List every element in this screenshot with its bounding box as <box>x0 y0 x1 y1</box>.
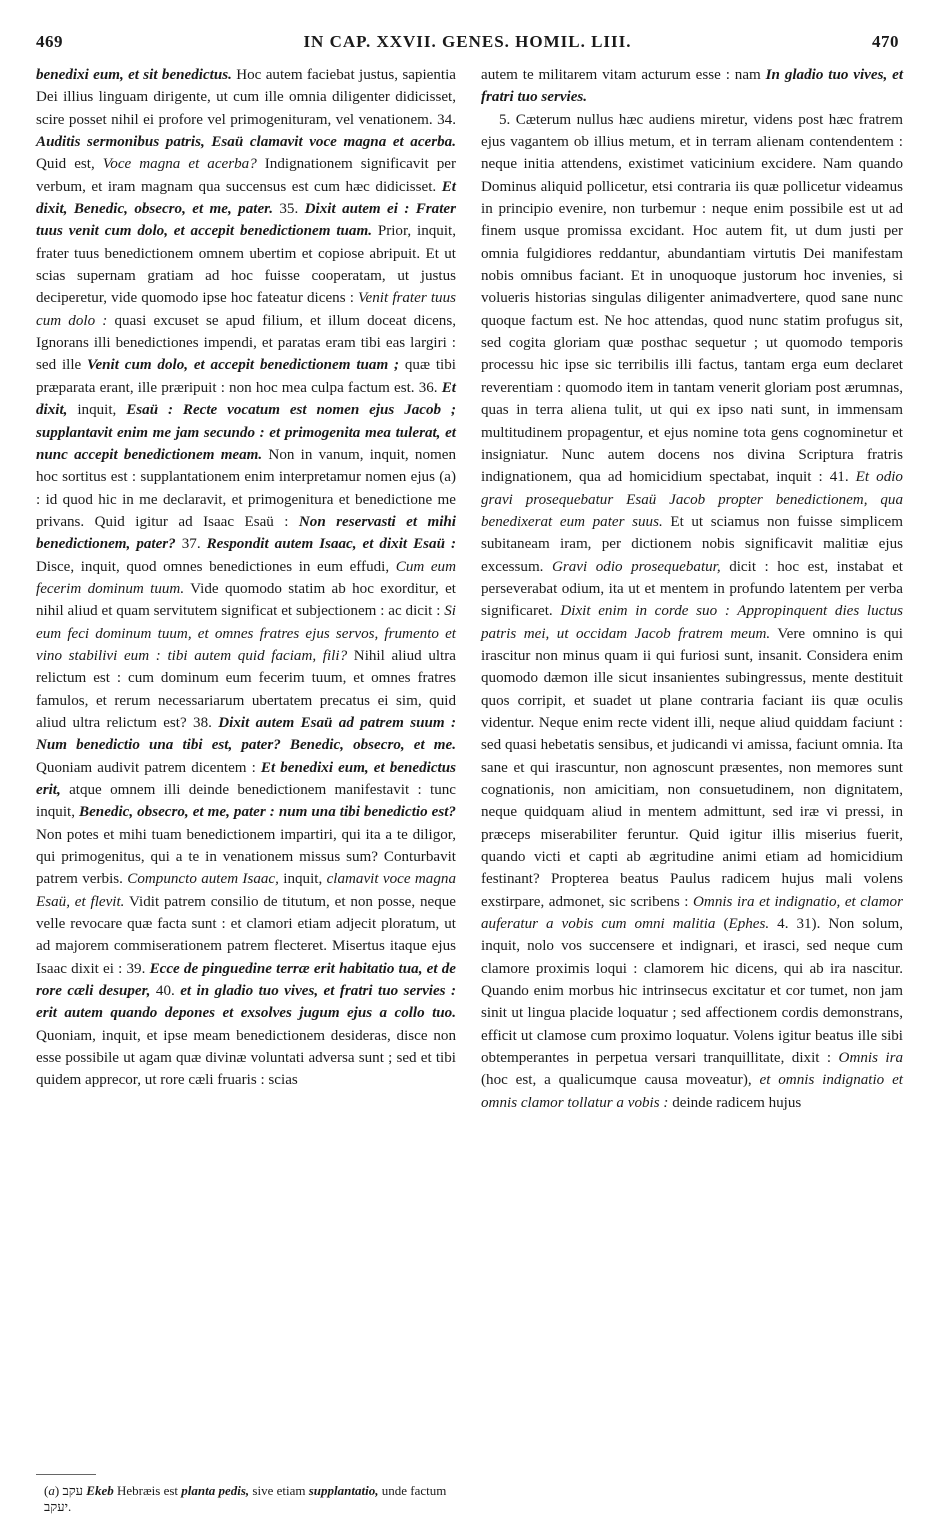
text-run: ( <box>44 1483 49 1498</box>
text-run: Venit cum dolo, et accepit benedictionem tuam ; <box>87 357 400 374</box>
text-run: Ecce de pinguedine terræ erit habitatio tua, et de rore cæli desuper, <box>36 960 456 1000</box>
text-run: Et benedixi eum, et benedictus erit, <box>36 759 456 798</box>
text-run: 35. <box>272 201 305 218</box>
paragraph <box>36 64 456 1092</box>
text-run: Non in vanum, inquit, nomen hoc sortitus est : supplantationem enim interpretamur nomen ejus (a) : id quod hic in me declaravit, et primogenitura et benedictione me privans. Quid igitur ad Isaac Esaü : <box>36 446 456 530</box>
text-run: Quoniam, inquit, et ipse meam benedictionem desideras, disce non esse possibile ut agam quæ divinæ voluntati adversa sunt ; sed et tibi quidem apprecor, ut rore cæli fruaris : scias <box>36 1027 456 1089</box>
text-run: 4. 31). Non solum, inquit, nolo vos succensere et indignari, et irasci, sed neque cum clamore proximis loqui : clamorem hic dicens, qui ab ira nascitur. Quando enim morbus hic intrinsecus excitatur et cor tumet, non jam sinit ut lingua placide loquatur ; sed affectionem cordis demonstrans, efficit ut clamose cum proximo loquatur. Volens igitur beatus ille sibi obtemperantes in perpetua versari tranquillitate, dixit : <box>481 916 903 1067</box>
text-run: Quoniam audivit patrem dicentem : <box>36 759 261 776</box>
left-page-number: 469 <box>36 32 63 51</box>
text-run: clamavit voce magna Esaü, et flevit. <box>36 871 456 910</box>
text-run: (hoc est, a qualicumque causa moveatur), <box>481 1072 760 1089</box>
text-run: Voce magna et acerba? <box>102 156 257 173</box>
text-run: et in gladio tuo vives, et fratri tuo servies : erit autem quando depones et exsolves jugum ejus a collo tuo. <box>36 983 457 1022</box>
text-run: Disce, inquit, quod omnes benedictiones in eum effudi, <box>36 558 396 575</box>
text-run: Nihil aliud ultra relictum est : cum dominum eum fecerim tuum, et omnes fratres famulos, et rerum necessariarum ubertatem precatus ei sim, quid aliud ultra relictum est? 38. <box>36 647 456 731</box>
text-run: Quid est, <box>36 156 103 173</box>
left-text-column <box>36 64 456 1092</box>
text-run: Ephes. <box>728 916 770 933</box>
text-run: Venit frater tuus cum dolo : <box>36 290 456 329</box>
text-run: autem te militarem vitam acturum esse : nam <box>481 67 766 83</box>
text-run: quæ tibi præparata erant, ille præripuit : non hoc mea culpa factum est. 36. <box>36 357 456 396</box>
paragraph <box>481 64 903 109</box>
text-run: Non reservasti et mihi benedictionem, pater? <box>36 513 456 553</box>
text-run: Vere omnino is qui irascitur non minus quam ii qui furiosi sunt, insanit. Considera enim quomodo dæmon ille sicut insanientes subingressus, mente destituit quos corripit, et suadet ut plane contraria faciant iis quæ oculis videntur. Neque enim recte vident illi, neque aliud quiddam faciunt : sed quasi hebetatis sensibus, et judicandi vi amissa, faciunt omnia. Ita sane et qui irascuntur, non agnoscunt præsentes, non memores sunt cognationis, non amicitiam, non consuetudinem, non dignitatem, neque quidquam aliud in mentem admittunt, sed iræ vi pressi, in præceps miserabiliter feruntur. Quid igitur illis miserius fuerit, quando victi et capti ab ægritudine animi etiam ad homicidium festinant? Propterea beatus Paulus radicem hujus mali volens exstirpare, admonet, sic scribens : <box>481 625 903 910</box>
text-run: Compuncto autem Isaac, <box>127 871 279 888</box>
text-run: 40. <box>150 983 181 1000</box>
text-run: In gladio tuo vives, et fratri tuo servies. <box>481 67 904 106</box>
text-run: inquit, <box>278 871 327 888</box>
right-text-column <box>481 64 903 1114</box>
text-run: dicit : hoc est, instabat et perseverabat odium, ita ut et mentem in profundo latentem per verba significaret. <box>481 558 903 620</box>
running-title: IN CAP. XXVII. GENES. HOMIL. LIII. <box>303 32 632 51</box>
text-run: Hebræis est <box>113 1483 182 1498</box>
text-run: Respondit autem Isaac, et dixit Esaü : <box>206 536 456 553</box>
text-run: Benedic, obsecro, et me, pater : num una tibi benedictio est? <box>79 804 456 821</box>
text-run: Et dixit, Benedic, obsecro, et me, pater. <box>36 178 456 218</box>
footnote-rule <box>36 1474 96 1475</box>
text-run: et omnis indignatio et omnis clamor tollatur a vobis : <box>481 1072 903 1111</box>
text-run: Dixit autem ei : Frater tuus venit cum dolo, et accepit benedictionem tuam. <box>36 201 456 240</box>
text-run: 5. Cæterum nullus hæc audiens miretur, videns post hæc fratrem ejus vagantem ob illius metum, et in terram alienam contendentem : neque initia attendens, existimet vaticinium excidere. Nam quando Dominus aliquid pollicetur, etsi contraria iis quæ pollicetur videamus in principio evenire, non turbemur : neque enim possibile est ut ad finem usque promissa excidant. Hoc autem fit, ut dum justi per omnia fulgidiores reddantur, abundantiam virtutis Dei manifestam nobis omnibus faciant. Et in unoquoque justorum hoc invenies, si volueris historias singulas diligenter animadvertere, quod sane nunc quoque factum est. Ne hoc attendas, quod nunc statim profugus sit, sed cogita gloriam quæ posthac sequetur ; ut quomodo temporis processu hic ipse sic terribilis illi factus, tantam erga eum declaret reverentiam : quomodo item in tantam venerit gloriam post ærumnas, quas in terra aliena tulit, ut qui ex ipso nati sunt, in immensam multitudinem propagentur, et ejus nomine tota gens cognominetur et insigniatur. Nunc autem docens nos divina Scriptura fratris indignationem, qua ad homicidium spectabat, inquit : 41. <box>481 111 903 486</box>
text-run: Dixit enim in corde suo : Appropinquent dies luctus patris mei, ut occidam Jacob fratrem meum. <box>481 603 903 642</box>
text-run: Et odio gravi prosequebatur Esaü Jacob propter benedictionem, qua benedixerat eum pater suus. <box>481 469 903 530</box>
text-run: Vidit patrem consilio de titutum, et non posse, neque velle revocare quæ facta sunt : et clamori etiam adjecit ploratum, ut ad majorem commiserationem patrem flecteret. Misertus itaque ejus Isaac dixit ei : 39. <box>36 893 456 977</box>
text-run: Indignationem significavit per verbum, et iram magnam qua succensus est cum hæc didicisset. <box>36 156 456 195</box>
text-run: Et ut sciamus non fuisse simplicem subitaneam iram, per dictionem nobis significavit malitiæ ejus excessum. <box>481 513 903 575</box>
text-run: Prior, inquit, frater tuus benedictionem omnem ubertim et copiose abripuit. Et ut scias supernam gratiam ad hoc fuisse cooperatam, ut justus deciperetur, vide quomodo ipse hoc fateatur dicens : <box>36 223 457 307</box>
text-run: inquit, <box>67 402 127 419</box>
text-run: benedixi eum, et sit benedictus. <box>36 67 232 83</box>
text-run: Si eum feci dominum tuum, et omnes fratres ejus servos, frumento et vino stabilivi eum : tibi autem quid faciam, fili? <box>36 603 456 664</box>
text-run: quasi excuset se apud filium, et illum doceat dicens, Ignorans illi benedictiones impendi, et paratas eram tibi eas largiri : sed ille <box>36 312 456 374</box>
text-run: Et dixit, <box>36 379 456 419</box>
text-run: ) עקב <box>54 1483 87 1498</box>
text-run: Auditis sermonibus patris, Esaü clamavit voce magna et acerba. <box>36 134 456 151</box>
text-run: 37. <box>175 536 207 553</box>
text-run: Omnis ira et indignatio, et clamor auferatur a vobis cum omni malitia <box>481 893 903 933</box>
text-run: Vide quomodo statim ab hoc exorditur, et nihil aliud et quam servitutem significat et subjectionem : ac dicit : <box>36 580 456 620</box>
footnote <box>44 1483 456 1515</box>
right-page-number: 470 <box>872 32 899 51</box>
text-run: Omnis ira <box>838 1050 904 1067</box>
text-run: Non potes et mihi tuam benedictionem impartiri, qui ita a te diligor, qui primogenitus, qui a te in venationem missus sum? Conturbavit patrem verbis. <box>36 826 456 888</box>
text-run: Gravi odio prosequebatur, <box>551 558 721 575</box>
paragraph <box>481 109 903 1114</box>
text-run: planta pedis, <box>181 1483 250 1498</box>
text-run: a <box>48 1483 55 1498</box>
text-run: deinde radicem hujus <box>668 1094 802 1111</box>
text-run: Ekeb <box>86 1483 114 1498</box>
text-run: Esaü : Recte vocatum est nomen ejus Jacob ; supplantavit enim me jam secundo : et primogenita mea tulerat, et nunc accepit benedictionem meam. <box>36 402 456 463</box>
running-header <box>36 32 899 56</box>
text-run: Dixit autem Esaü ad patrem suum : Num benedictio una tibi est, pater? Benedic, obsecro, et me. <box>36 714 456 754</box>
text-run: unde factum יעקב. <box>44 1483 447 1514</box>
text-run: Hoc autem faciebat justus, sapientia Dei illius linguam dirigente, ut cum ille omnia diligenter didicisset, scire posset nihil ei profore vel primogenituram, vel venationem. 34. <box>36 67 456 128</box>
text-run: sive etiam <box>249 1483 309 1498</box>
text-run: supplantatio, <box>308 1483 379 1498</box>
text-run: ( <box>715 916 729 933</box>
text-run: atque omnem illi deinde benedictionem manifestavit : tunc inquit, <box>36 782 456 821</box>
text-run: Cum eum fecerim dominum tuum. <box>36 558 457 597</box>
